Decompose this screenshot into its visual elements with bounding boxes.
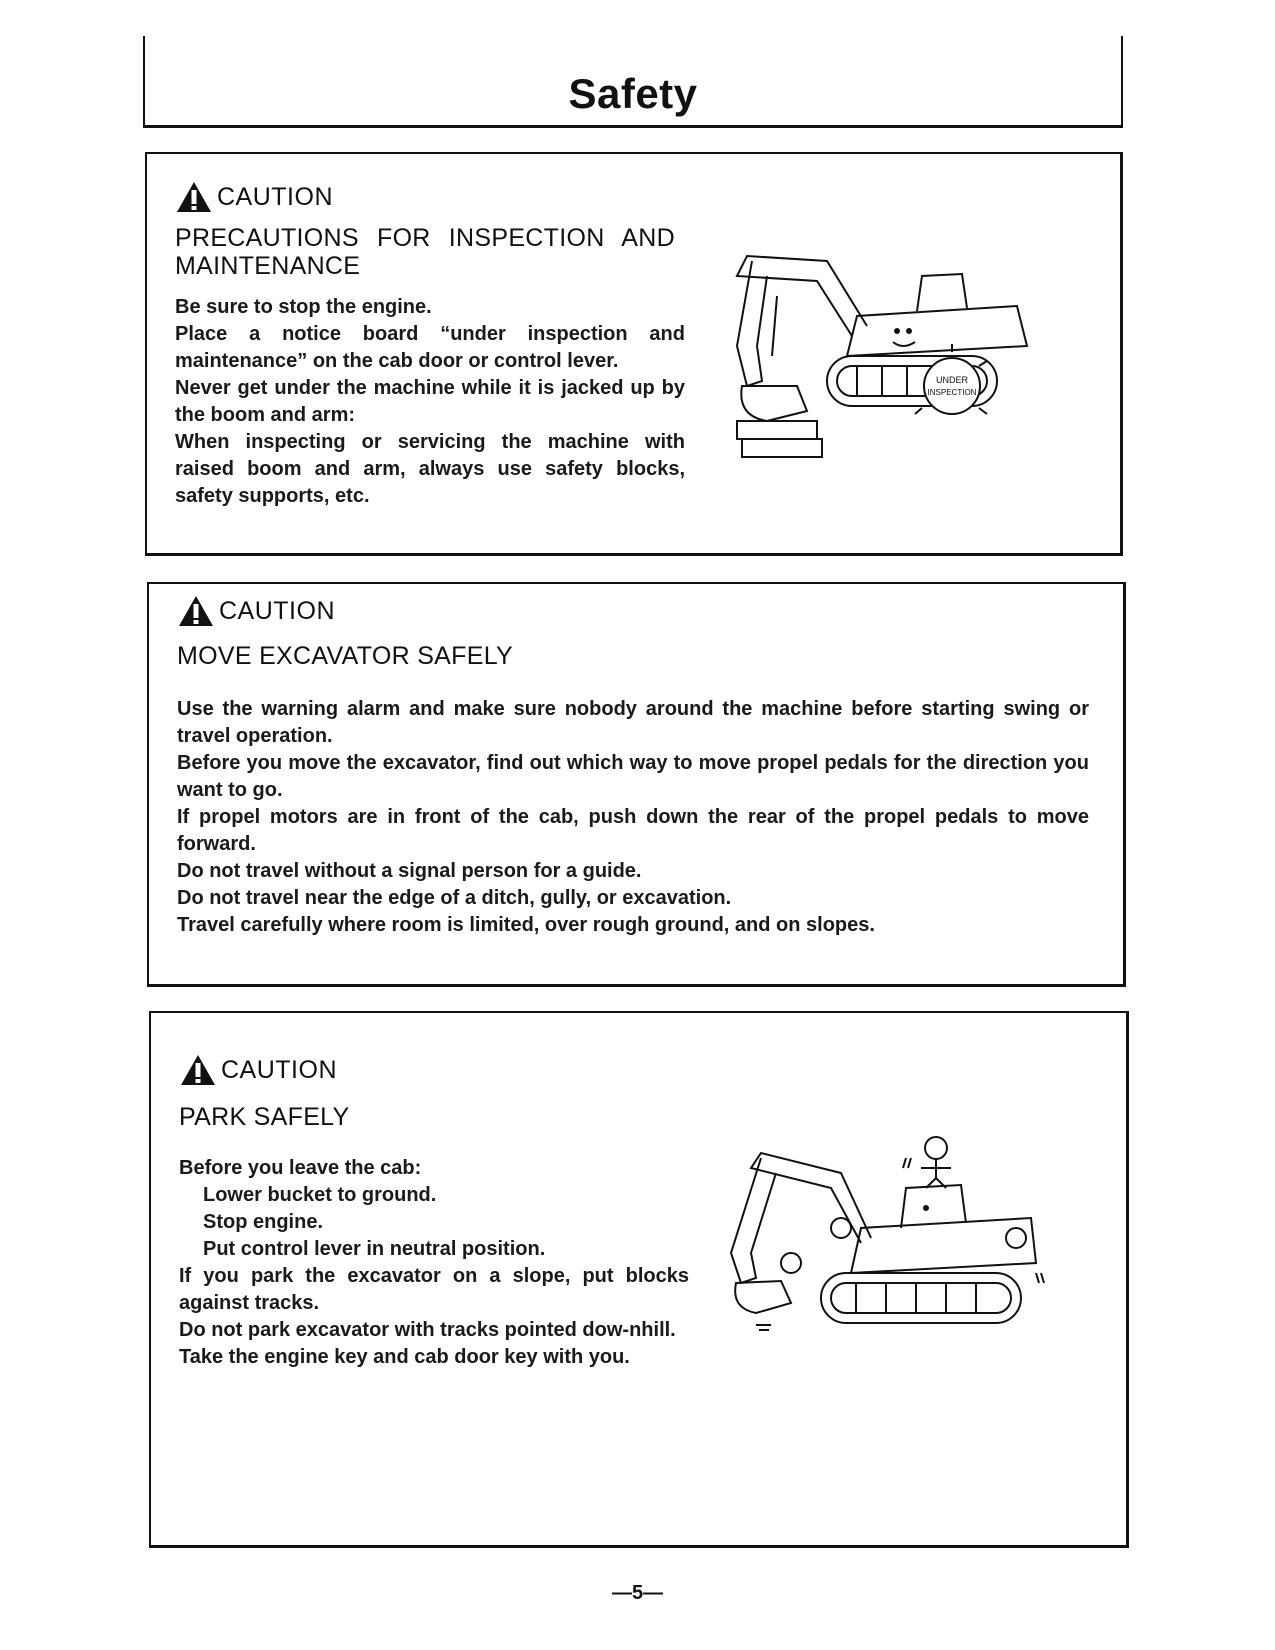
- section-body: [179, 1155, 689, 1371]
- body-line: Before you move the excavator, find out which way to move propel pedals for the direction you want to go.: [177, 752, 1089, 801]
- page-title: Safety: [568, 70, 698, 117]
- body-line: Stop engine.: [203, 1211, 323, 1233]
- body-line: Do not park excavator with tracks pointed dow-nhill.: [179, 1319, 676, 1341]
- caution-label-row: [179, 1053, 337, 1087]
- caution-panel-inspection: [145, 152, 1123, 556]
- body-line: If propel motors are in front of the cab, push down the rear of the propel pedals to move forward.: [177, 806, 1089, 855]
- body-line: Use the warning alarm and make sure nobody around the machine before starting swing or travel operation.: [177, 698, 1089, 747]
- caution-label: CAUTION: [221, 1055, 337, 1084]
- body-line: If you park the excavator on a slope, put blocks against tracks.: [179, 1265, 689, 1314]
- body-line: Be sure to stop the engine.: [175, 296, 432, 318]
- caution-panel-move: [147, 582, 1126, 987]
- excavator-inspection-illustration: [717, 236, 1057, 466]
- caution-panel-park: [149, 1011, 1129, 1548]
- body-line: Travel carefully where room is limited, over rough ground, and on slopes.: [177, 914, 875, 936]
- sign-text-line-1: UNDER: [935, 375, 969, 385]
- warning-triangle-icon: [175, 180, 213, 214]
- body-line: Never get under the machine while it is jacked up by the boom and arm:: [175, 377, 685, 426]
- heading-line-2: MAINTENANCE: [175, 252, 361, 280]
- warning-triangle-icon: [179, 1053, 217, 1087]
- body-line: When inspecting or servicing the machine with raised boom and arm, always use safety blocks, safety supports, etc.: [175, 431, 685, 507]
- excavator-parked-illustration: [711, 1133, 1051, 1353]
- caution-label: CAUTION: [219, 596, 335, 625]
- section-body: [177, 696, 1089, 939]
- body-line: Place a notice board “under inspection and maintenance” on the cab door or control lever.: [175, 323, 685, 372]
- caution-label: CAUTION: [217, 182, 333, 211]
- page-number: —5—: [611, 1582, 664, 1604]
- section-body: [175, 294, 685, 510]
- section-heading: MOVE EXCAVATOR SAFELY: [177, 642, 514, 670]
- sign-text-line-2: INSPECTION: [927, 388, 977, 397]
- body-line: Lower bucket to ground.: [203, 1184, 437, 1206]
- section-heading: [175, 224, 675, 280]
- heading-line-1: PRECAUTIONS FOR INSPECTION AND: [175, 224, 675, 252]
- caution-label-row: [175, 180, 333, 214]
- body-line: Do not travel without a signal person for a guide.: [177, 860, 642, 882]
- caution-label-row: [177, 594, 335, 628]
- body-line: Take the engine key and cab door key with you.: [179, 1346, 630, 1368]
- body-line: Put control lever in neutral position.: [203, 1238, 546, 1260]
- warning-triangle-icon: [177, 594, 215, 628]
- body-line: Before you leave the cab:: [179, 1157, 422, 1179]
- section-heading: PARK SAFELY: [179, 1103, 350, 1131]
- body-line: Do not travel near the edge of a ditch, gully, or excavation.: [177, 887, 732, 909]
- title-box: [143, 36, 1123, 128]
